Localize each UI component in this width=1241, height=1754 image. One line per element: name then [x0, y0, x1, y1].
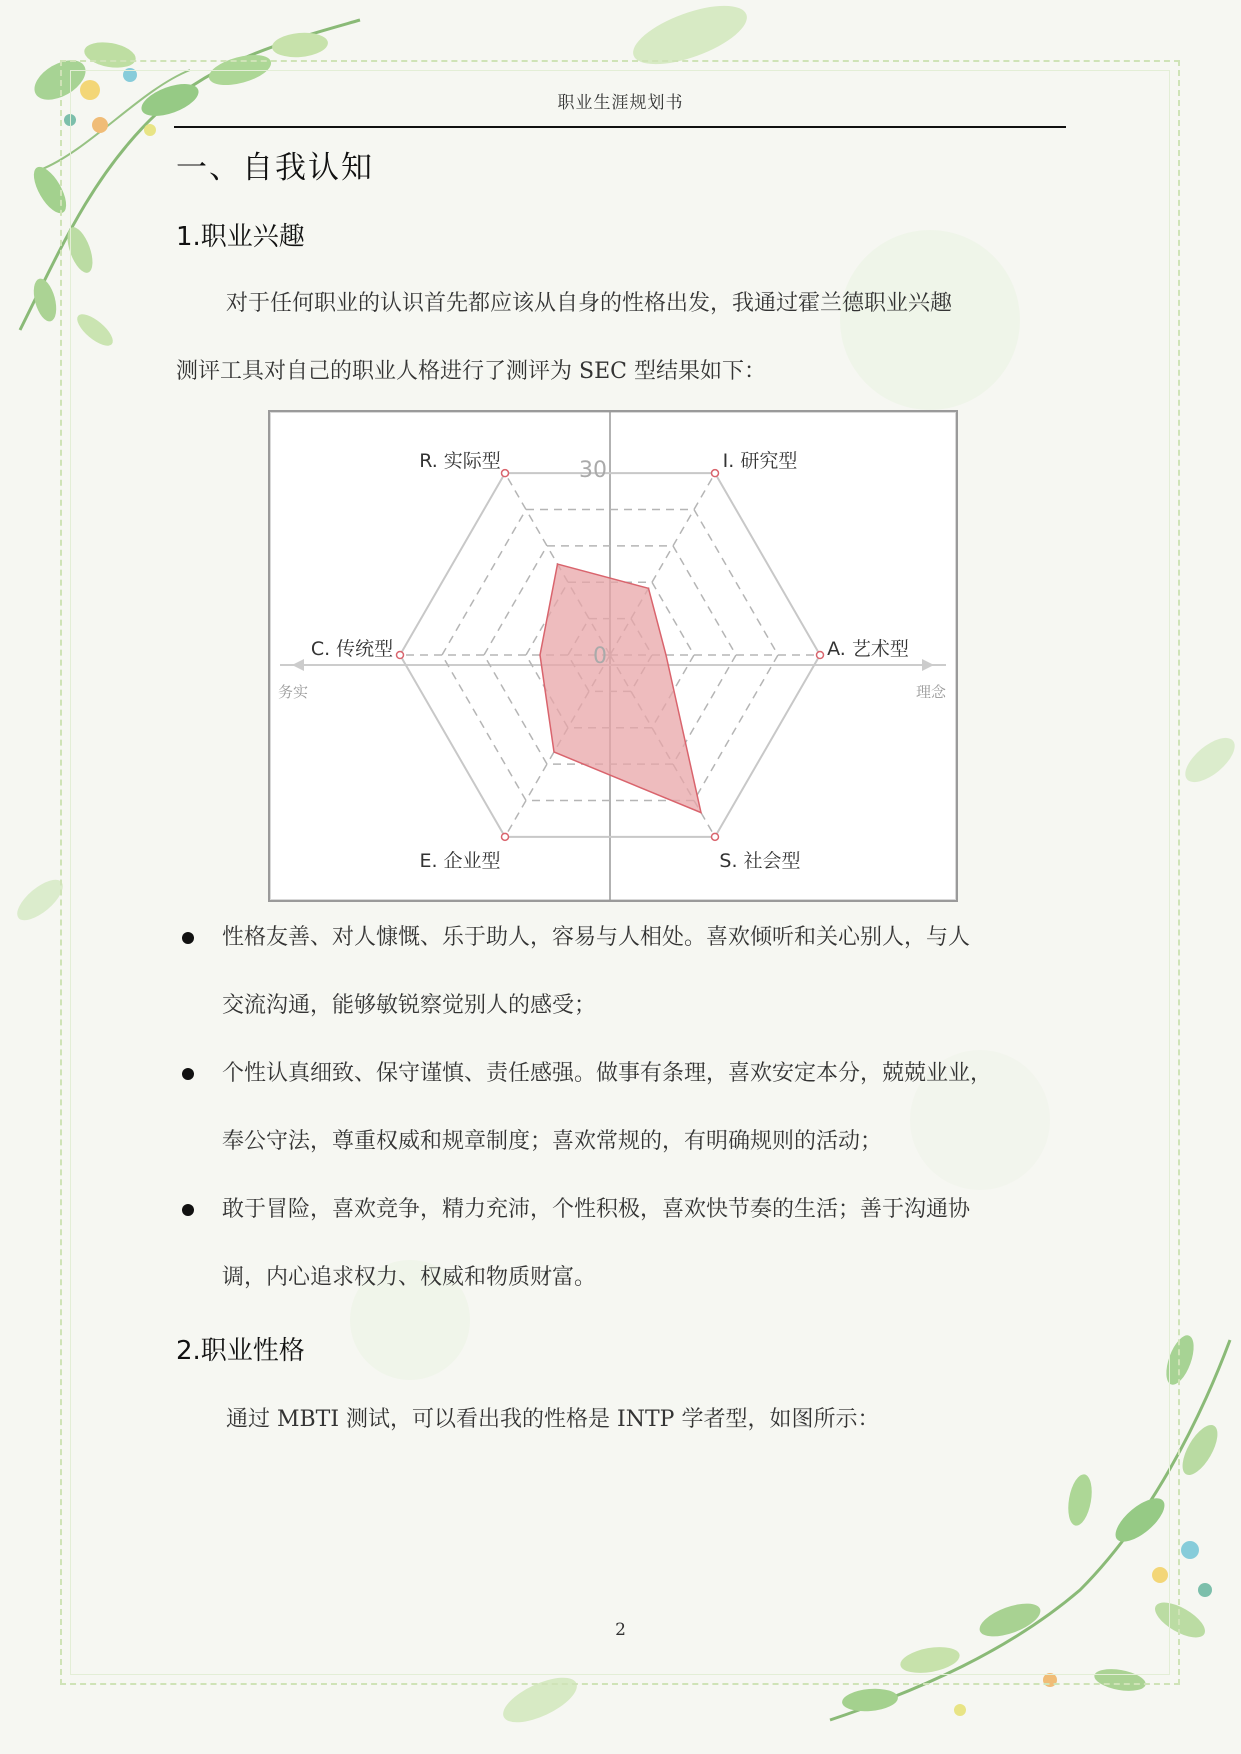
mbti-paragraph: 通过 MBTI 测试，可以看出我的性格是 INTP 学者型，如图所示：: [226, 1407, 880, 1432]
axis-vertex-marker: [397, 652, 404, 659]
bullet-dot: [182, 1068, 194, 1080]
bullet-2-line-2: 奉公守法，尊重权威和规章制度；喜欢常规的，有明确规则的活动；: [222, 1129, 883, 1154]
bullet-2-line-1: 个性认真细致、保守谨慎、责任感强。做事有条理，喜欢安定本分，兢兢业业，: [222, 1061, 993, 1086]
intro-line-2: 测评工具对自己的职业人格进行了测评为 SEC 型结果如下：: [176, 359, 766, 384]
subsection-title-personality: 2.职业性格: [176, 1336, 305, 1366]
holland-radar-chart: [268, 410, 958, 902]
bullet-1-line-1: 性格友善、对人慷慨、乐于助人，容易与人相处。喜欢倾听和关心别人，与人: [222, 925, 971, 950]
data-area: [540, 564, 701, 813]
axis-vertex-marker: [817, 652, 824, 659]
page-number: 2: [615, 1620, 626, 1640]
side-label-right: 理念: [915, 683, 946, 701]
tick-label-max: 30: [579, 458, 607, 483]
axis-vertex-marker: [712, 470, 719, 477]
section-title: 一、自我认知: [176, 150, 374, 186]
bullet-3-line-2: 调，内心追求权力、权威和物质财富。: [222, 1265, 597, 1290]
axis-vertex-marker: [502, 833, 509, 840]
axis-label: A. 艺术型: [827, 638, 909, 660]
bullet-3-line-1: 敢于冒险，喜欢竞争，精力充沛，个性积极，喜欢快节奏的生活；善于沟通协: [222, 1197, 971, 1222]
bullet-dot: [182, 932, 194, 944]
axis-vertex-marker: [712, 833, 719, 840]
radar-chart-svg: [270, 412, 956, 900]
bullet-dot: [182, 1204, 194, 1216]
intro-line-1: 对于任何职业的认识首先都应该从自身的性格出发，我通过霍兰德职业兴趣: [226, 291, 953, 316]
axis-label: S. 社会型: [719, 850, 801, 872]
side-label-left: 务实: [278, 683, 309, 701]
axis-vertex-marker: [502, 470, 509, 477]
axis-label: C. 传统型: [310, 638, 394, 660]
tick-label-min: 0: [593, 644, 607, 669]
left-arrow: [292, 659, 304, 671]
axis-label: R. 实际型: [419, 450, 501, 472]
header-title: 职业生涯规划书: [557, 93, 684, 113]
bullet-1-line-2: 交流沟通，能够敏锐察觉别人的感受；: [222, 993, 597, 1018]
axis-label: I. 研究型: [722, 450, 798, 472]
axis-label: E. 企业型: [419, 850, 501, 872]
subsection-title-interest: 1.职业兴趣: [176, 222, 305, 252]
header-rule: [174, 126, 1066, 128]
right-arrow: [922, 659, 934, 671]
